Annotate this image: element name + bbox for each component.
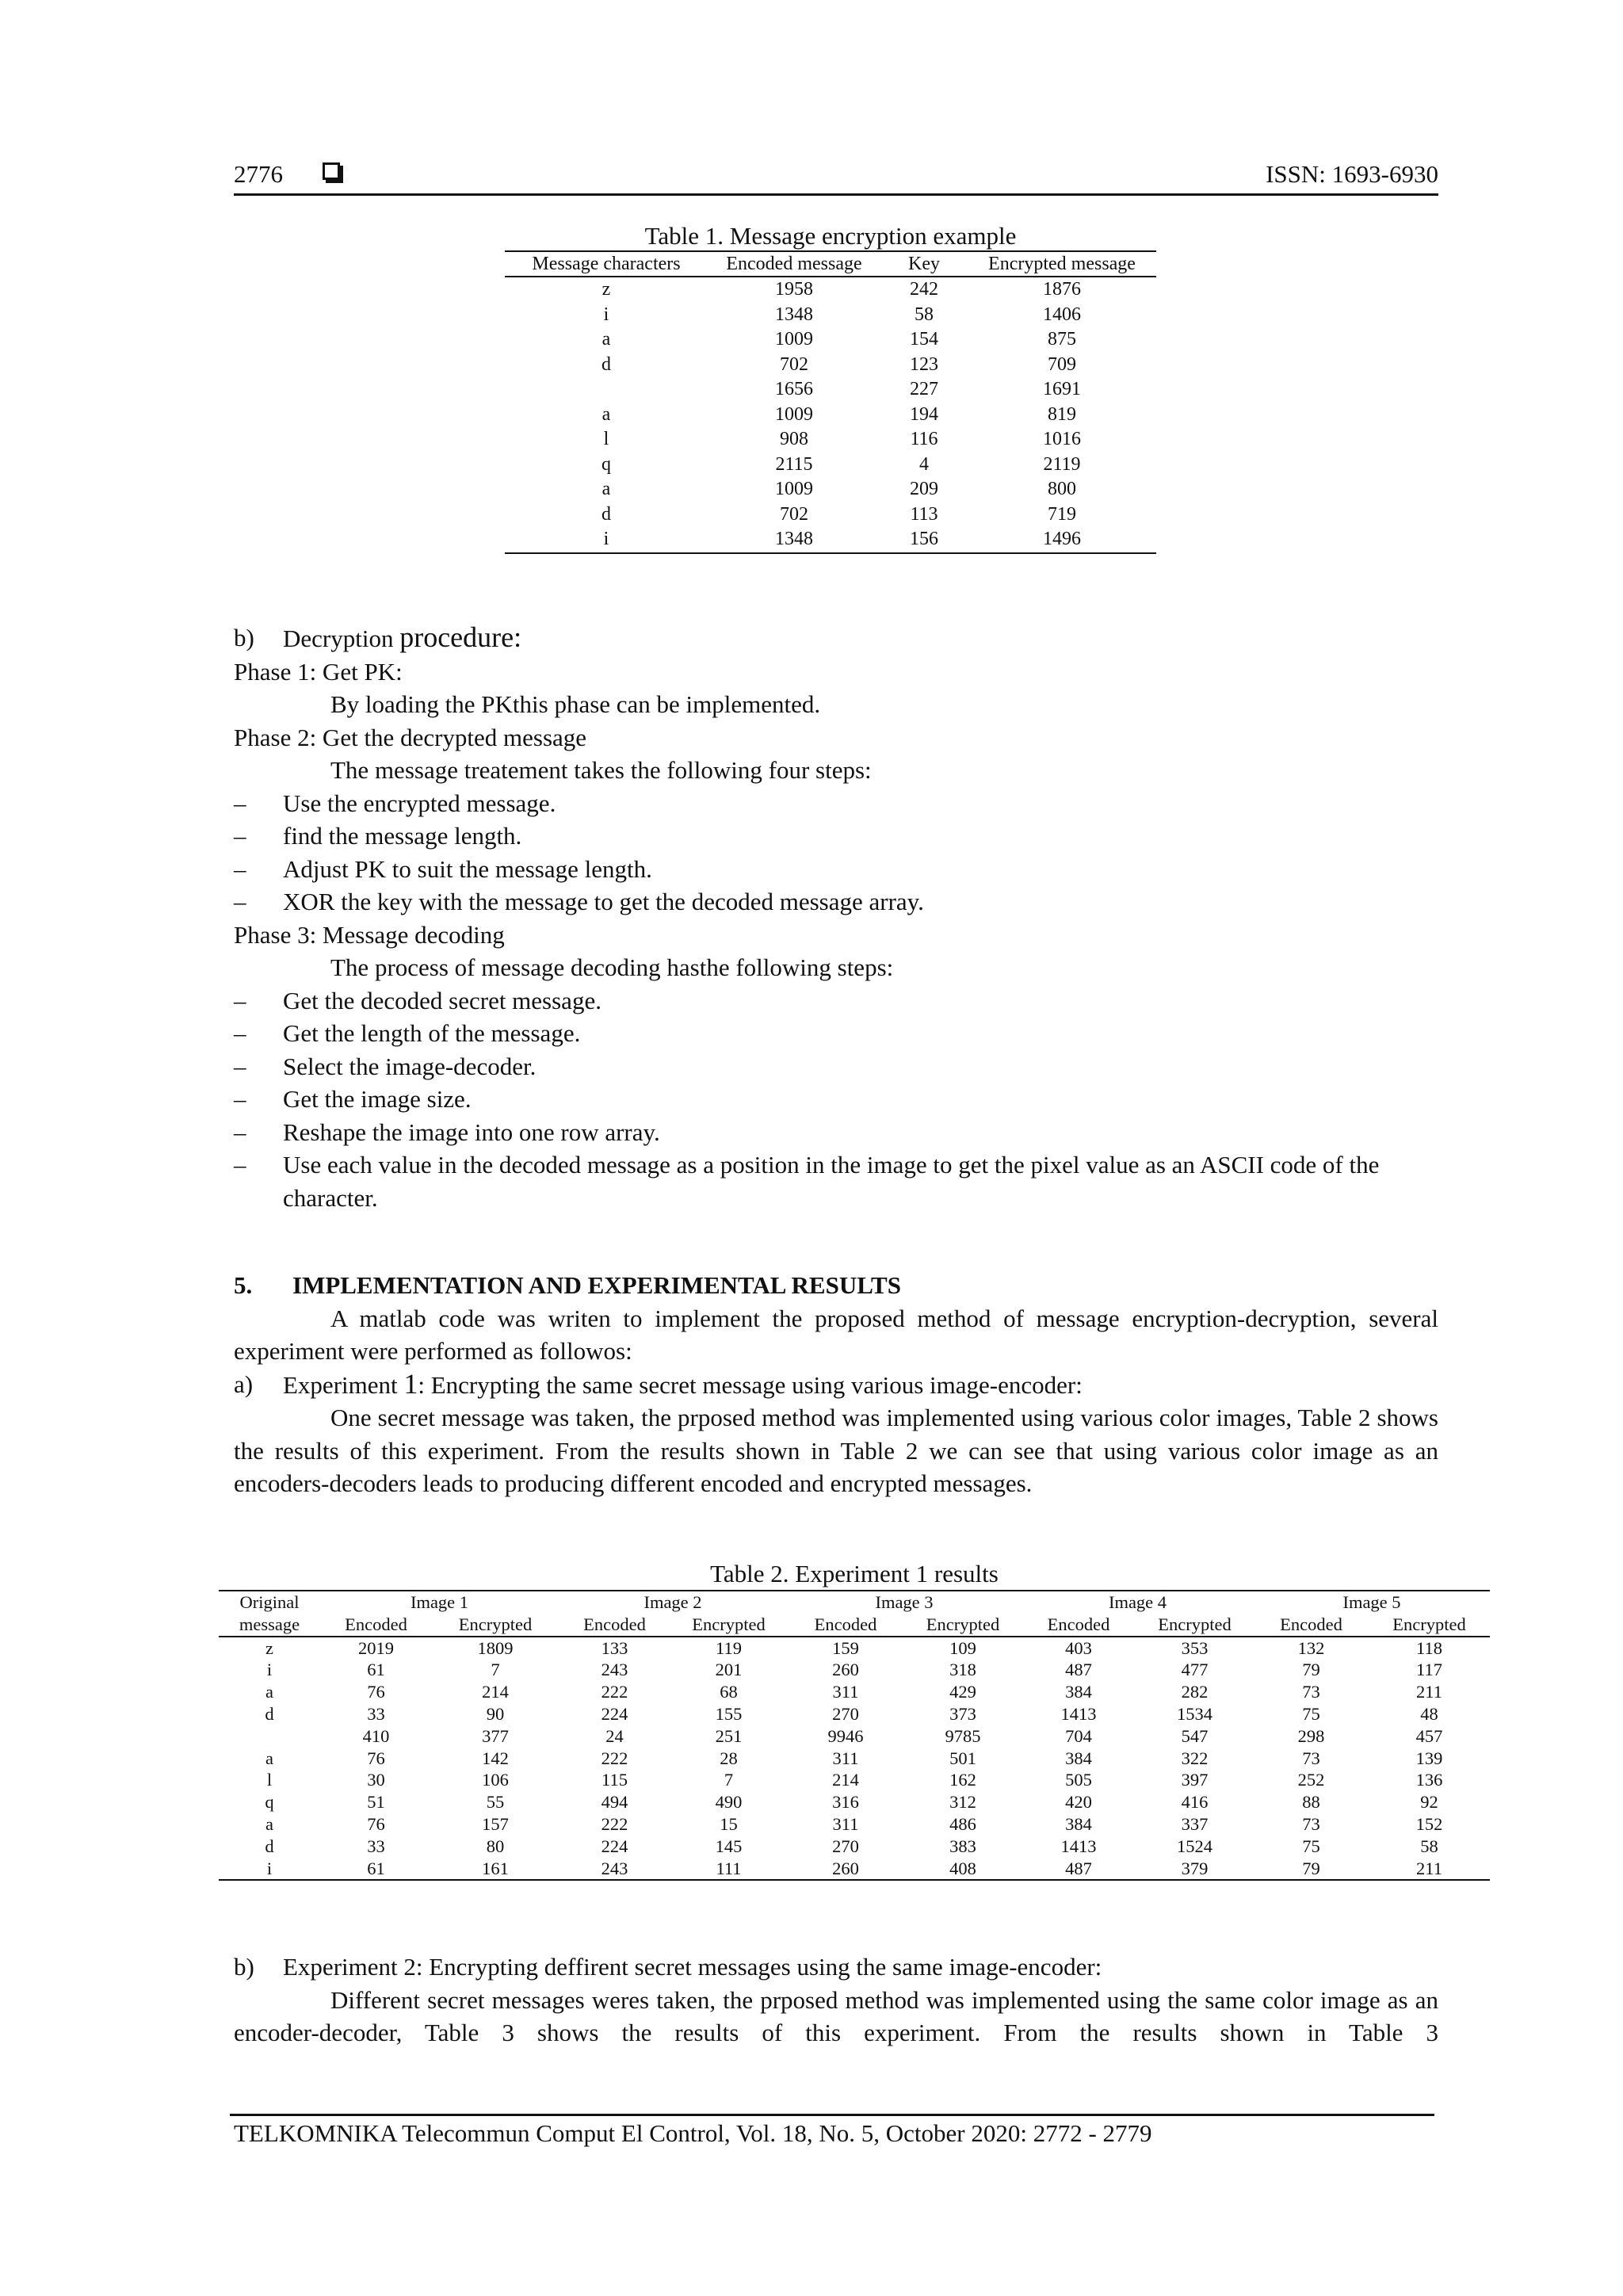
running-header — [234, 155, 1438, 193]
table-cell: 282 — [1181, 1682, 1209, 1702]
list-item-text: Get the image size. — [283, 1085, 472, 1113]
table-cell: 353 — [1181, 1637, 1209, 1658]
table-cell: 384 — [1065, 1813, 1092, 1834]
table1-column-header: Encoded message — [708, 251, 880, 277]
table-cell: 243 — [601, 1858, 628, 1878]
table-cell: 702 — [780, 353, 808, 375]
table-cell: 76 — [367, 1748, 385, 1768]
table-cell: 156 — [910, 529, 938, 549]
table-cell: 2119 — [1043, 453, 1081, 475]
table-row — [219, 1659, 1490, 1681]
table-cell: 80 — [486, 1836, 505, 1856]
list-item — [234, 787, 1438, 820]
table-row — [505, 353, 1156, 378]
table-cell: 4 — [919, 453, 929, 475]
table-cell: 161 — [482, 1858, 509, 1878]
table-cell: 33 — [367, 1703, 385, 1724]
table-cell: 73 — [1302, 1813, 1320, 1834]
table-row — [505, 327, 1156, 353]
table-cell: 15 — [720, 1813, 738, 1834]
list-marker: b) — [234, 624, 254, 651]
table-cell: 457 — [1415, 1725, 1443, 1746]
table-cell: 111 — [716, 1858, 742, 1878]
list-item-text: Get the decoded secret message. — [283, 986, 601, 1014]
table-cell: 7 — [491, 1660, 500, 1680]
table-cell: 76 — [367, 1682, 385, 1702]
table1-column-header: Encrypted message — [968, 251, 1156, 277]
table-row — [505, 277, 1156, 303]
phase1-heading: Phase 1: Get PK: — [234, 657, 403, 686]
table2-header: Image 4 — [1108, 1592, 1167, 1612]
table1-header-row — [505, 251, 1156, 277]
table-cell: 1656 — [775, 379, 813, 399]
table-cell: 384 — [1065, 1748, 1092, 1768]
dash-marker: – — [234, 789, 246, 817]
table-cell: 79 — [1302, 1858, 1320, 1878]
table-cell: 132 — [1297, 1637, 1325, 1658]
dash-marker: – — [234, 854, 246, 883]
table-cell: 311 — [832, 1682, 859, 1702]
table-cell: 214 — [832, 1770, 859, 1790]
list-marker: a) — [234, 1370, 254, 1398]
table-cell: 61 — [367, 1858, 385, 1878]
list-item-text: Use each value in the decoded message as a position in the image to get the pixel value as an ASCII code of the character. — [283, 1151, 1380, 1212]
decryption-heading-word: Decryption — [283, 625, 400, 652]
table2-header: Image 2 — [643, 1592, 702, 1612]
table-row — [219, 1637, 1490, 1660]
table-row — [505, 502, 1156, 528]
table-cell: 123 — [910, 353, 938, 375]
table2-subheader: message — [219, 1614, 320, 1637]
table-cell: a — [265, 1813, 273, 1834]
experiment1-text: One secret message was taken, the prposed method was implemented using various color images, Table 2 shows the results of this experiment. From the results shown in Table 2 we can see that using various color image as an encoders-decoders leads to producing different encoded and encrypted messages. — [234, 1404, 1438, 1497]
square-box-icon — [323, 162, 340, 180]
table-cell: 702 — [780, 503, 808, 525]
page-number: 2776 — [234, 160, 283, 188]
table-cell: 908 — [780, 429, 808, 449]
table-cell: 201 — [715, 1660, 743, 1680]
table-cell: 194 — [910, 403, 938, 425]
table-cell: 318 — [949, 1660, 976, 1680]
table-cell: 2019 — [358, 1637, 394, 1658]
table-cell: 76 — [367, 1813, 385, 1834]
table-cell: 224 — [601, 1703, 628, 1724]
table-cell: 73 — [1302, 1748, 1320, 1768]
table-cell: 1524 — [1177, 1836, 1212, 1856]
table-row — [505, 477, 1156, 502]
section5 — [234, 1269, 1438, 1500]
table-row — [219, 1791, 1490, 1813]
table-cell: 1413 — [1060, 1703, 1097, 1724]
table-cell: 1016 — [1043, 429, 1081, 449]
table2-subheader: Encrypted — [432, 1614, 559, 1637]
table-cell: 311 — [832, 1813, 859, 1834]
table-cell: 48 — [1420, 1703, 1438, 1724]
table-cell: 119 — [716, 1637, 742, 1658]
table-cell: 155 — [715, 1703, 743, 1724]
table-cell: 30 — [367, 1770, 385, 1790]
section-number: 5. — [234, 1271, 253, 1299]
table2-header: Image 5 — [1342, 1592, 1401, 1612]
table-cell: d — [601, 353, 611, 375]
table-cell: 222 — [601, 1813, 628, 1834]
table-cell: q — [265, 1792, 274, 1813]
table2-subheader: Encrypted — [1136, 1614, 1254, 1637]
table-cell: 214 — [482, 1682, 509, 1702]
table-cell: a — [265, 1748, 273, 1768]
table-cell: 547 — [1181, 1725, 1209, 1746]
table-cell: 24 — [605, 1725, 624, 1746]
phase2-heading: Phase 2: Get the decrypted message — [234, 723, 587, 751]
table1-caption: Table 1. Message encryption example — [644, 222, 1017, 250]
table-cell: l — [266, 1770, 273, 1790]
table-cell: 157 — [482, 1813, 509, 1834]
list-item — [234, 1148, 1438, 1214]
table-cell: 209 — [910, 479, 938, 499]
table-cell: 222 — [601, 1682, 628, 1702]
table1-column-header: Message characters — [505, 251, 708, 277]
table-cell: 162 — [949, 1770, 976, 1790]
table2 — [219, 1590, 1490, 1881]
table-cell: 90 — [486, 1703, 505, 1724]
section5-heading — [234, 1269, 1438, 1302]
table-cell: a — [265, 1682, 273, 1702]
table-row — [219, 1813, 1490, 1836]
table-cell: 1009 — [775, 329, 813, 350]
table-cell: 420 — [1065, 1792, 1092, 1813]
table-cell: 477 — [1181, 1660, 1209, 1680]
table-cell: i — [603, 529, 609, 549]
table-cell: 211 — [1416, 1682, 1442, 1702]
table-cell: 311 — [832, 1748, 859, 1768]
table-cell: 88 — [1302, 1792, 1320, 1813]
table-cell: 61 — [367, 1660, 385, 1680]
table-cell: 1406 — [1043, 304, 1081, 325]
dash-marker: – — [234, 986, 246, 1014]
table-cell: 373 — [949, 1703, 976, 1724]
table-cell: 243 — [601, 1660, 628, 1680]
table-cell: 260 — [832, 1660, 859, 1680]
table-cell: d — [601, 503, 611, 525]
table-cell: 403 — [1065, 1637, 1092, 1658]
table-cell: 1009 — [775, 479, 813, 499]
list-item — [234, 1017, 1438, 1050]
list-item-text: XOR the key with the message to get the decoded message array. — [283, 888, 924, 915]
table-cell: 2115 — [775, 453, 813, 475]
list-item-text: Use the encrypted message. — [283, 789, 556, 817]
table2-subheader: Encrypted — [904, 1614, 1022, 1637]
table-cell: 270 — [832, 1703, 859, 1724]
table2-subheader: Encoded — [1022, 1614, 1136, 1637]
table-cell: 322 — [1181, 1748, 1209, 1768]
decryption-section — [234, 621, 1438, 1214]
table-cell: 379 — [1181, 1858, 1209, 1878]
table-cell: 73 — [1302, 1682, 1320, 1702]
table-cell: 416 — [1181, 1792, 1209, 1813]
table-cell: 819 — [1048, 403, 1076, 425]
table2-caption: Table 2. Experiment 1 results — [710, 1560, 999, 1587]
phase3-heading: Phase 3: Message decoding — [234, 920, 505, 949]
list-item — [234, 1050, 1438, 1083]
table-cell: 136 — [1415, 1770, 1443, 1790]
table-row — [219, 1836, 1490, 1858]
table-cell: 487 — [1065, 1858, 1092, 1878]
table-cell — [505, 377, 708, 403]
list-item — [234, 853, 1438, 886]
table-cell: 116 — [910, 429, 938, 449]
table-cell: 33 — [367, 1836, 385, 1856]
table-cell: 875 — [1048, 329, 1076, 350]
table1-column-header: Key — [880, 251, 968, 277]
table-cell: z — [601, 279, 611, 300]
phase3-list — [234, 984, 1438, 1215]
table-cell: 115 — [601, 1770, 628, 1790]
table-cell: i — [266, 1660, 273, 1680]
table-cell: 298 — [1297, 1725, 1325, 1746]
table-cell: 490 — [715, 1792, 743, 1813]
table-cell: 501 — [949, 1748, 976, 1768]
table-cell: 106 — [482, 1770, 509, 1790]
table-cell: q — [601, 453, 611, 475]
table-cell: 410 — [362, 1725, 390, 1746]
list-item-text: Adjust PK to suit the message length. — [283, 854, 652, 883]
table1 — [505, 250, 1156, 554]
table-cell: a — [601, 479, 611, 499]
experiment1-number: 1 — [403, 1367, 418, 1400]
table2-body — [219, 1637, 1490, 1881]
table-cell: 142 — [482, 1748, 509, 1768]
table-cell: 1496 — [1043, 529, 1081, 549]
table-cell: 75 — [1302, 1836, 1320, 1856]
decryption-heading-procedure: procedure: — [399, 621, 522, 653]
table-cell: 377 — [482, 1725, 509, 1746]
table-cell: 260 — [832, 1858, 859, 1878]
table-cell: 159 — [832, 1637, 859, 1658]
phase1-text: By loading the PKthis phase can be implemented. — [330, 690, 821, 718]
table-cell: 383 — [949, 1836, 976, 1856]
table-cell: 704 — [1065, 1725, 1092, 1746]
table-cell: 251 — [715, 1725, 743, 1746]
table-cell: 384 — [1065, 1682, 1092, 1702]
table-cell: 227 — [910, 379, 938, 399]
table-row — [219, 1769, 1490, 1791]
table-cell: 487 — [1065, 1660, 1092, 1680]
table-cell: 1691 — [1043, 379, 1081, 399]
table-row — [505, 427, 1156, 453]
list-item-text: find the message length. — [283, 822, 522, 850]
table-cell: 51 — [367, 1792, 385, 1813]
table-cell: l — [603, 429, 609, 449]
table-cell: 113 — [910, 503, 938, 525]
table-cell: i — [266, 1858, 273, 1878]
table2-header: Image 3 — [875, 1592, 934, 1612]
table-row — [219, 1703, 1490, 1725]
table2-subheader: Encoded — [559, 1614, 670, 1637]
header-rule — [234, 193, 1438, 196]
table-cell: 117 — [1416, 1660, 1442, 1680]
table-cell — [219, 1725, 320, 1748]
table-cell: 719 — [1048, 503, 1076, 525]
table-row — [219, 1858, 1490, 1881]
dash-marker: – — [234, 888, 246, 915]
table-cell: 58 — [915, 304, 934, 325]
table2-subheader-row — [219, 1614, 1490, 1637]
table-cell: 118 — [1416, 1637, 1442, 1658]
dash-marker: – — [234, 1019, 246, 1047]
list-item — [234, 1083, 1438, 1116]
dash-marker: – — [234, 1151, 246, 1179]
table-cell: 145 — [715, 1836, 743, 1856]
table-cell: 1413 — [1060, 1836, 1097, 1856]
phase3-text: The process of message decoding hasthe following steps: — [330, 953, 894, 981]
table-cell: z — [265, 1637, 273, 1658]
running-footer: TELKOMNIKA Telecommun Comput El Control, Vol. 18, No. 5, October 2020: 2772 - 2779 — [234, 2119, 1152, 2147]
table-cell: 154 — [910, 329, 938, 350]
table-cell: 211 — [1416, 1858, 1442, 1878]
table-row — [219, 1748, 1490, 1770]
table-cell: 1809 — [477, 1637, 514, 1658]
table-cell: 709 — [1048, 353, 1076, 375]
table-cell: 152 — [1415, 1813, 1443, 1834]
table-row — [505, 303, 1156, 328]
list-item — [234, 1116, 1438, 1149]
table-row — [505, 403, 1156, 428]
list-item-text: Select the image-decoder. — [283, 1052, 537, 1080]
dash-marker: – — [234, 1117, 246, 1146]
list-item-text: Reshape the image into one row array. — [283, 1117, 660, 1146]
dash-marker: – — [234, 1085, 246, 1113]
table-row — [219, 1681, 1490, 1703]
table-cell: 7 — [724, 1770, 734, 1790]
table-cell: 222 — [601, 1748, 628, 1768]
table-row — [505, 527, 1156, 553]
experiment2-title: Experiment 2: Encrypting deffirent secret messages using the same image-encoder: — [283, 1953, 1102, 1981]
table2-header-row — [219, 1591, 1490, 1614]
issn: ISSN: 1693-6930 — [1266, 160, 1438, 188]
table2-subheader: Encrypted — [1369, 1614, 1490, 1637]
table-cell: 133 — [601, 1637, 628, 1658]
section-title: IMPLEMENTATION AND EXPERIMENTAL RESULTS — [292, 1271, 901, 1299]
table2-subheader: Encoded — [320, 1614, 432, 1637]
table-cell: 68 — [720, 1682, 738, 1702]
table2-subheader: Encoded — [1254, 1614, 1369, 1637]
table-cell: 486 — [949, 1813, 976, 1834]
list-item-text: Get the length of the message. — [283, 1019, 581, 1047]
table2-subheader: Encrypted — [670, 1614, 787, 1637]
table-cell: 494 — [601, 1792, 628, 1813]
decryption-heading — [234, 621, 1438, 655]
table-row — [505, 377, 1156, 403]
table-cell: 1534 — [1177, 1703, 1212, 1724]
table-cell: 9946 — [827, 1725, 864, 1746]
dash-marker: – — [234, 822, 246, 850]
table-cell: 1958 — [775, 279, 813, 300]
table2-subheader: Encoded — [787, 1614, 904, 1637]
table2-header: Original — [239, 1592, 300, 1612]
table-cell: 397 — [1181, 1770, 1209, 1790]
table-cell: 316 — [832, 1792, 859, 1813]
list-item — [234, 984, 1438, 1018]
table2-header: Image 1 — [410, 1592, 469, 1612]
experiment1-title: : Encrypting the same secret message using various image-encoder: — [418, 1370, 1083, 1399]
table-cell: 28 — [720, 1748, 738, 1768]
dash-marker: – — [234, 1052, 246, 1080]
table-cell: 79 — [1302, 1660, 1320, 1680]
table-cell: 92 — [1420, 1792, 1438, 1813]
table-cell: d — [265, 1836, 274, 1856]
table-cell: 75 — [1302, 1703, 1320, 1724]
experiment1-word: Experiment — [283, 1370, 404, 1399]
table-cell: 1348 — [775, 529, 813, 549]
section5-intro: A matlab code was writen to implement the proposed method of message encryption-decryption, several experiment were performed as followos: — [234, 1304, 1438, 1365]
table-cell: 224 — [601, 1836, 628, 1856]
table-cell: 58 — [1420, 1836, 1438, 1856]
experiment2-heading — [234, 1950, 1438, 1984]
experiment2-text: Different secret messages weres taken, the prposed method was implemented using the same color image as an encoder-decoder, Table 3 shows the results of this experiment. From the results shown in Table 3 — [234, 1985, 1438, 2046]
table-cell: d — [265, 1703, 274, 1724]
table-cell: 1348 — [775, 304, 813, 325]
table-cell: 408 — [949, 1858, 976, 1878]
phase2-list — [234, 787, 1438, 919]
table-cell: 1009 — [775, 403, 813, 425]
table-cell: 429 — [949, 1682, 976, 1702]
list-item — [234, 885, 1438, 919]
table-cell: 270 — [832, 1836, 859, 1856]
table-cell: 505 — [1065, 1770, 1092, 1790]
table-cell: 9785 — [945, 1725, 981, 1746]
table-cell: 337 — [1181, 1813, 1209, 1834]
table-cell: 1876 — [1043, 279, 1081, 300]
table-cell: 55 — [486, 1792, 505, 1813]
table-row — [219, 1725, 1490, 1748]
experiment2 — [234, 1950, 1438, 2050]
table-cell: i — [603, 304, 609, 325]
list-marker: b) — [234, 1953, 254, 1981]
table-cell: 312 — [949, 1792, 976, 1813]
table-cell: 242 — [910, 279, 938, 300]
phase2-text: The message treatement takes the following four steps: — [330, 756, 872, 784]
table-row — [505, 453, 1156, 478]
table-cell: 139 — [1415, 1748, 1443, 1768]
table-cell: 252 — [1297, 1770, 1325, 1790]
experiment1-heading — [234, 1368, 1438, 1402]
table1-body — [505, 277, 1156, 553]
table-cell: a — [601, 329, 611, 350]
table-cell: a — [601, 403, 611, 425]
list-item — [234, 819, 1438, 853]
table-cell: 109 — [949, 1637, 976, 1658]
table-cell: 800 — [1048, 479, 1076, 499]
